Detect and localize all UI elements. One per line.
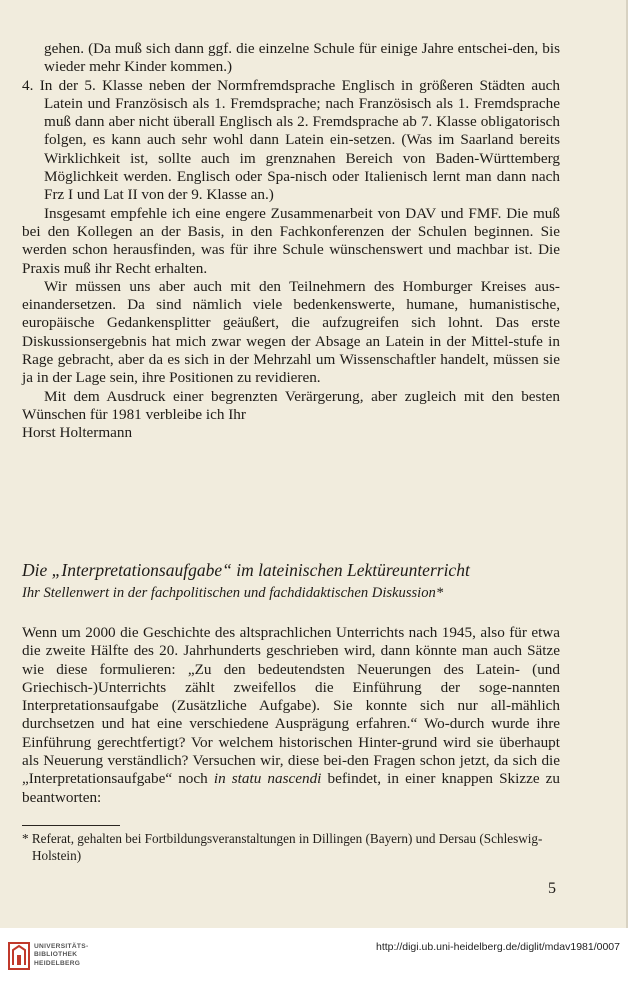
source-url-link[interactable]: http://digi.ub.uni-heidelberg.de/diglit/mdav1981/0007 <box>375 941 620 953</box>
body-text: Wenn um 2000 die Geschichte des altsprachlichen Unterrichts nach 1945, also für etwa die zweite Hälfte des 20. Jahrhunderts geschrieben wird, dann könnte man auch Sätze wie diese formulieren: „Zu den bedeutendsten Neuerungen des Latein- (und Griechisch-)Unterrichts zählt zweifellos die Einführung der soge-nannten Interpretationsaufgabe (Zusätzliche Aufgabe). Sie konnte sich nur all-mählich durchsetzen und hat eine verschiedene Ausprägung erfahren.“ Wo-durch wurde ihre Einführung gerechtfertigt? Vor welchem historischen Hinter-grund wird sie überhaupt als Neuerung verständlich? Versuchen wir, diese bei-den Fragen schon jetzt, da sich die „Interpretationsaufgabe“ noch <box>22 624 560 788</box>
article-title: Die „Interpretationsaufgabe“ im lateinischen Lektüreunterricht <box>22 560 470 580</box>
footnote <box>22 830 562 864</box>
footnote-text: * Referat, gehalten bei Fortbildungsveranstaltungen in Dillingen (Bayern) und Dersau (Schleswig-Holstein) <box>22 831 543 863</box>
paragraph <box>22 624 560 807</box>
numbered-item-4: 4. In der 5. Klasse neben der Normfremdsprache Englisch in größeren Städten auch Latein und Französisch als 1. Fremdsprache; nach Französisch als 1. Fremdsprache muß dann aber nicht überall Englisch als 2. Fremdsprache ab 7. Klasse obligatorisch folgen, es kann auch sehr wohl dann Latein ein-setzen. (Was im Saarland bereits Wirklichkeit ist, sollte auch im grenznahen Bereich von Baden-Württemberg Möglichkeit werden. Englisch oder Spa-nisch oder Italienisch lernt man dann nach Frz I und Lat II von der 9. Klasse an.) <box>22 76 560 204</box>
article-body <box>22 624 560 807</box>
italic-phrase: in statu nascendi <box>213 770 322 788</box>
logo-line: UNIVERSITÄTS- <box>34 943 89 950</box>
library-logo-text <box>34 943 88 968</box>
viewer-footer <box>0 931 630 981</box>
paragraph: Insgesamt empfehle ich eine engere Zusammenarbeit von DAV und FMF. Die muß bei den Kollegen an der Basis, in den Fachkonferenzen der Schulen beginnen. Sie werden schon herausfinden, was für ihre Schule wünschenswert und machbar ist. Die Praxis muß ihr Recht erhalten. <box>22 204 560 277</box>
article-header <box>22 560 562 602</box>
article-subtitle: Ihr Stellenwert in der fachpolitischen und fachdidaktischen Diskussion* <box>22 585 444 601</box>
signature: Horst Holtermann <box>22 424 133 442</box>
paragraph: Wir müssen uns aber auch mit den Teilnehmern des Homburger Kreises aus-einandersetzen. Da sind nämlich viele bedenkenswerte, humane, humanistische, europäische Gedankensplitter geäußert, die aufzugreifen sich lohnt. Das erste Diskussionsergebnis hat mich zwar wegen der Absage an Latein in der Mittel-stufe in Rage gebracht, aber da es sich in der Mehrzahl um Wissenschaftler handelt, müssen sie ja in der Lage sein, ihre Positionen zu revidieren. <box>22 277 560 387</box>
paragraph: gehen. (Da muß sich dann ggf. die einzelne Schule für einige Jahre entschei-den, bis wieder mehr Kinder kommen.) <box>44 40 560 76</box>
body-text: befindet, in einer knappen Skizze zu beantworten: <box>22 770 561 806</box>
logo-line: BIBLIOTHEK <box>34 951 78 959</box>
library-logo-icon <box>8 941 30 971</box>
library-logo[interactable] <box>8 941 89 971</box>
logo-line: HEIDELBERG <box>34 959 81 967</box>
letter-continuation <box>22 40 560 443</box>
paragraph: Mit dem Ausdruck einer begrenzten Verärgerung, aber zugleich mit den besten Wünschen für 1981 verbleibe ich Ihr <box>22 387 560 423</box>
page-number: 5 <box>548 880 556 897</box>
footnote-rule <box>22 825 120 826</box>
